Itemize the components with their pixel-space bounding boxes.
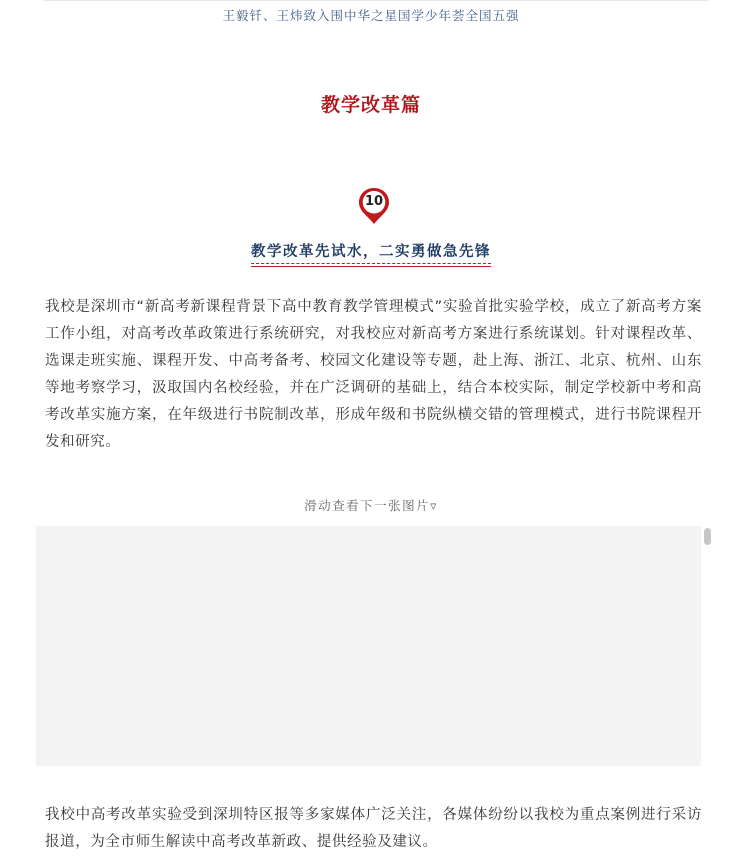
body-paragraph: 我校是深圳市“新高考新课程背景下高中教育教学管理模式”实验首批实验学校，成立了新高考方案工作小组，对高考改革政策进行系统研究，对我校应对新高考方案进行系统谋划。针对课程改革、选课走班实施、课程开发、中高考备考、校园文化建设等专题，赴上海、浙江、北京、杭州、山东等地考察学习，汲取国内名校经验，并在广泛调研的基础上，结合本校实际，制定学校新中考和高考改革实施方案，在年级进行书院制改革，形成年级和书院纵横交错的管理模式，进行书院课程开发和研究。 [45,299,702,450]
subtitle-block [0,240,742,267]
number-badge [357,186,391,226]
section-title: 教学改革篇 [320,94,421,116]
badge-number: 10 [364,194,384,209]
subtitle [251,240,491,267]
image-carousel[interactable] [36,526,701,766]
image-caption: 王毅钎、王炜致入围中华之星国学少年荟全国五强 [222,8,520,23]
swipe-hint: 滑动查看下一张图片▿ [304,498,438,513]
body-paragraph: 我校中高考改革实验受到深圳特区报等多家媒体广泛关注，各媒体纷纷以我校为重点案例进行采访报道，为全市师生解读中高考改革新政、提供经验及建议。 [45,807,702,850]
scrollbar[interactable] [704,528,711,545]
subtitle-text: 教学改革先试水，二实勇做急先锋 [251,244,491,260]
subtitle-underline [251,263,491,267]
divider [44,0,708,1]
